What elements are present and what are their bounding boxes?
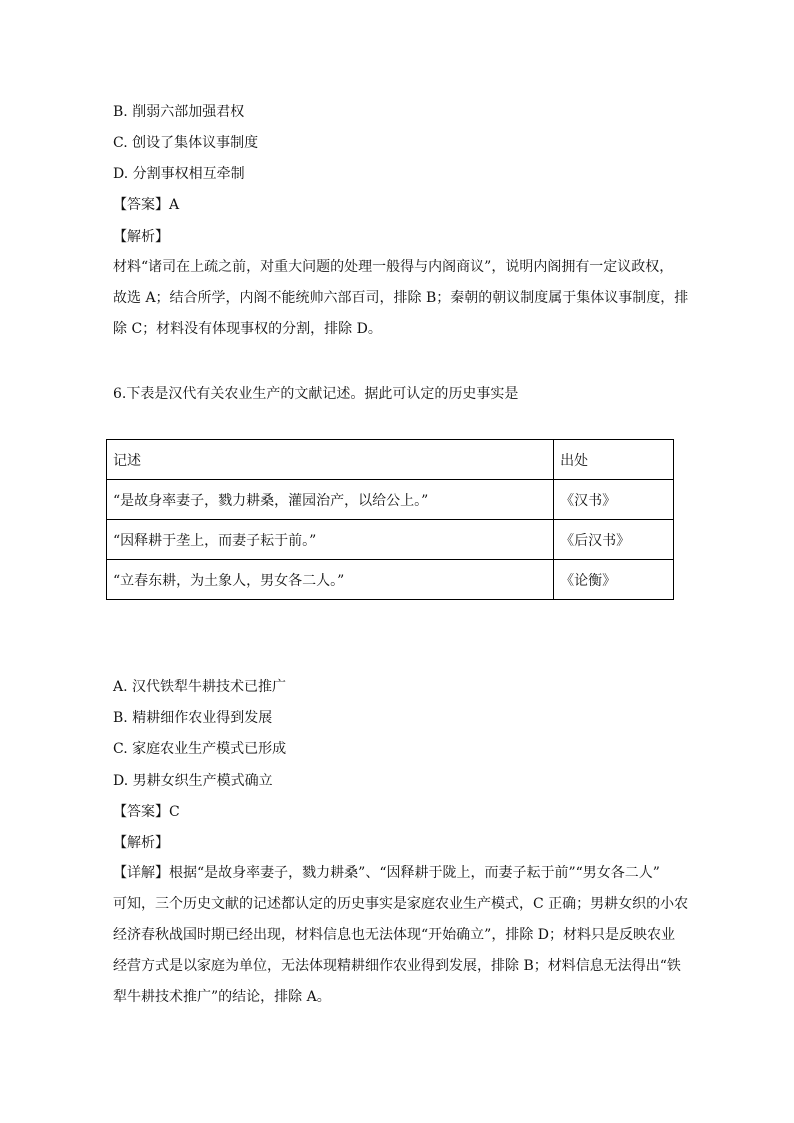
q5-analysis-text <box>113 252 689 345</box>
table-header-cell: 出处 <box>554 440 674 480</box>
q6-option-a: A. 汉代铁犁牛耕技术已推广 <box>113 679 287 695</box>
q6-analysis-line: 经济春秋战国时期已经出现，材料信息也无法体现“开始确立”，排除 D；材料只是反映农业 <box>113 927 675 943</box>
q5-answer: 【答案】A <box>113 197 180 213</box>
q6-option-d: D. 男耕女织生产模式确立 <box>113 773 273 789</box>
q6-analysis-line: 可知，三个历史文献的记述都认定的历史事实是家庭农业生产模式，C 正确；男耕女织的小农 <box>113 896 689 912</box>
table-row <box>107 520 674 560</box>
q5-option-c: C. 创设了集体议事制度 <box>113 135 259 151</box>
table-cell-source: 《汉书》 <box>554 480 674 520</box>
q6-analysis-line: 犁牛耕技术推广”的结论，排除 A。 <box>113 989 331 1005</box>
q5-analysis-line: 除 C；材料没有体现事权的分割，排除 D。 <box>113 321 382 337</box>
q6-source-table <box>106 439 674 600</box>
q5-option-d: D. 分割事权相互牵制 <box>113 166 245 182</box>
table-cell-quote: “立春东耕，为土象人，男女各二人。” <box>107 560 554 600</box>
q6-analysis-text <box>113 858 689 1013</box>
table-row <box>107 480 674 520</box>
q6-option-c: C. 家庭农业生产模式已形成 <box>113 741 287 757</box>
table-header-cell: 记述 <box>107 440 554 480</box>
q6-analysis-line: 经营方式是以家庭为单位，无法体现精耕细作农业得到发展，排除 B；材料信息无法得出“铁 <box>113 958 681 974</box>
q6-analysis-line: 【详解】根据“是故身率妻子，戮力耕桑”、“因释耕于陇上，而妻子耘于前”“男女各二人” <box>113 865 660 881</box>
table-row <box>107 560 674 600</box>
q6-stem: 6.下表是汉代有关农业生产的文献记述。据此可认定的历史事实是 <box>113 386 519 402</box>
table-header-row <box>107 440 674 480</box>
q6-answer: 【答案】C <box>113 804 180 820</box>
table-cell-quote: “因释耕于垄上，而妻子耘于前。” <box>107 520 554 560</box>
q5-analysis-line: 材料“诸司在上疏之前，对重大问题的处理一般得与内阁商议”，说明内阁拥有一定议政权， <box>113 259 674 275</box>
q5-analysis-heading: 【解析】 <box>113 229 169 245</box>
q5-analysis-line: 故选 A；结合所学，内阁不能统帅六部百司，排除 B；秦朝的朝议制度属于集体议事制度，排 <box>113 290 689 306</box>
table-cell-quote: “是故身率妻子，戮力耕桑，灌园治产，以给公上。” <box>107 480 554 520</box>
q6-analysis-heading: 【解析】 <box>113 835 169 851</box>
table-cell-source: 《后汉书》 <box>554 520 674 560</box>
q6-option-b: B. 精耕细作农业得到发展 <box>113 710 273 726</box>
table-cell-source: 《论衡》 <box>554 560 674 600</box>
q5-option-b: B. 削弱六部加强君权 <box>113 104 245 120</box>
